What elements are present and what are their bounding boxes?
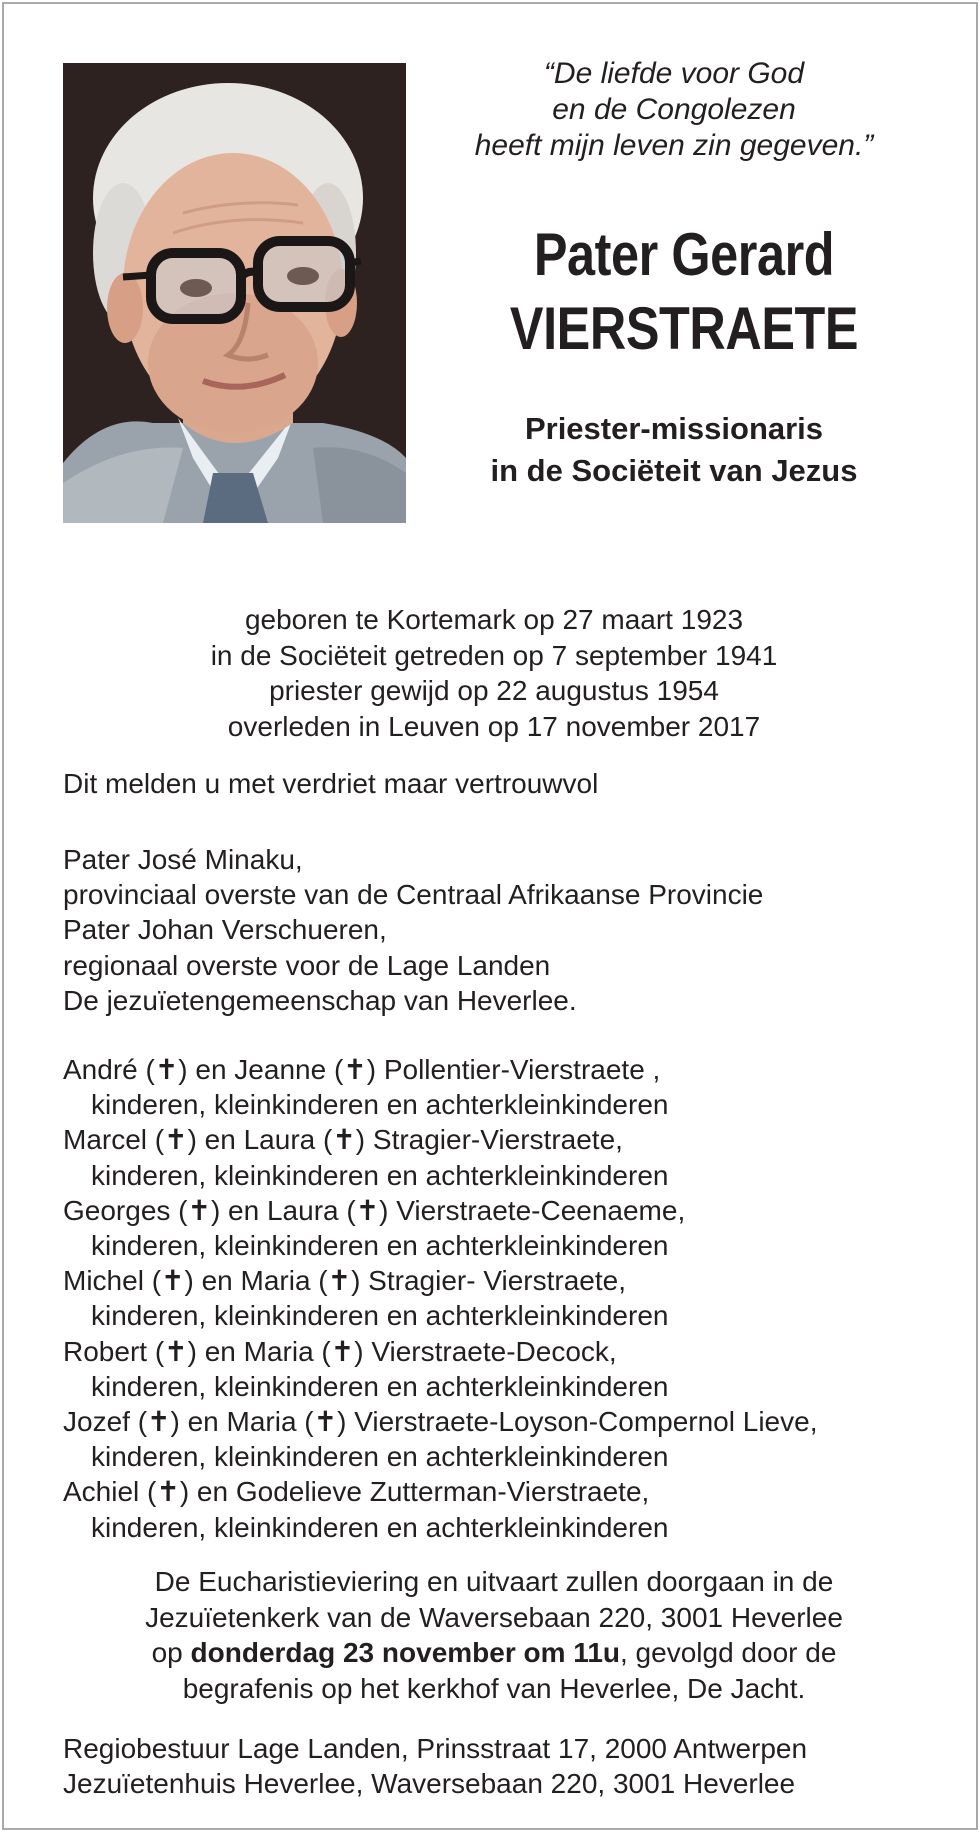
quote-line: “De liefde voor God <box>543 57 805 90</box>
family-descendants: kinderen, kleinkinderen en achterkleinkinderen <box>91 1441 669 1473</box>
signer-line: provinciaal overste van de Centraal Afrikaanse Provincie <box>63 879 764 911</box>
quote-line: en de Congolezen <box>552 93 796 126</box>
family-names: Georges (✝) en Laura (✝) Vierstraete-Ceenaeme, <box>63 1194 686 1226</box>
deceased-role <box>424 408 924 492</box>
life-event: overleden in Leuven op 17 november 2017 <box>227 710 761 742</box>
portrait-photo <box>63 63 406 523</box>
service-line: begrafenis op het kerkhof van Heverlee, De Jacht. <box>182 1672 806 1704</box>
funeral-service-info <box>64 1564 924 1706</box>
signer-line: regionaal overste voor de Lage Landen <box>63 949 551 981</box>
family-names: Robert (✝) en Maria (✝) Vierstraete-Decock, <box>63 1335 617 1367</box>
family-list <box>63 1052 963 1545</box>
family-names: Marcel (✝) en Laura (✝) Stragier-Vierstraete, <box>63 1124 623 1156</box>
family-descendants: kinderen, kleinkinderen en achterkleinkinderen <box>91 1370 669 1402</box>
address-line: Jezuïetenhuis Heverlee, Waversebaan 220, 3001 Heverlee <box>63 1768 796 1800</box>
addresses <box>63 1731 963 1801</box>
family-names: Achiel (✝) en Godelieve Zutterman-Vierstraete, <box>63 1476 650 1508</box>
family-names: Jozef (✝) en Maria (✝) Vierstraete-Loyson-Compernol Lieve, <box>63 1406 818 1438</box>
obituary-card <box>2 2 978 1830</box>
signer-line: Pater José Minaku, <box>63 844 303 875</box>
quote <box>444 56 904 164</box>
service-line-pre: op <box>151 1637 191 1668</box>
signer-line: De jezuïetengemeenschap van Heverlee. <box>63 984 577 1016</box>
life-events <box>94 602 894 744</box>
family-names: Michel (✝) en Maria (✝) Stragier- Vierstraete, <box>63 1265 626 1297</box>
announcement-intro <box>63 766 963 801</box>
service-line: De Eucharistieviering en uitvaart zullen doorgaan in de <box>154 1566 834 1597</box>
service-line <box>64 1635 924 1671</box>
role-line-1: Priester-missionaris <box>524 411 824 446</box>
service-line-post: , gevolgd door de <box>620 1637 837 1668</box>
intro-text: Dit melden u met verdriet maar vertrouwvol <box>63 768 599 799</box>
name-line-2: VIERSTRAETE <box>509 295 859 362</box>
signers-list <box>63 842 963 1018</box>
family-descendants: kinderen, kleinkinderen en achterkleinkinderen <box>91 1230 669 1262</box>
address-line: Regiobestuur Lage Landen, Prinsstraat 17, 2000 Antwerpen <box>63 1733 808 1764</box>
life-event: in de Sociëteit getreden op 7 september 1941 <box>210 639 778 671</box>
life-event: priester gewijd op 22 augustus 1954 <box>269 675 719 706</box>
family-descendants: kinderen, kleinkinderen en achterkleinkinderen <box>91 1511 669 1543</box>
family-names: André (✝) en Jeanne (✝) Pollentier-Vierstraete , <box>63 1054 661 1085</box>
family-descendants: kinderen, kleinkinderen en achterkleinkinderen <box>91 1089 669 1121</box>
name-line-1: Pater Gerard <box>533 221 835 288</box>
role-line-2: in de Sociëteit van Jezus <box>490 453 858 488</box>
family-descendants: kinderen, kleinkinderen en achterkleinkinderen <box>91 1300 669 1332</box>
deceased-name <box>482 218 885 366</box>
family-descendants: kinderen, kleinkinderen en achterkleinkinderen <box>91 1159 669 1191</box>
service-date: donderdag 23 november om 11u <box>190 1637 620 1668</box>
service-line: Jezuïetenkerk van de Waversebaan 220, 3001 Heverlee <box>145 1601 843 1633</box>
portrait-photo-icon <box>63 63 406 523</box>
quote-line: heeft mijn leven zin gegeven.” <box>474 129 874 162</box>
life-event: geboren te Kortemark op 27 maart 1923 <box>244 604 744 635</box>
signer-line: Pater Johan Verschueren, <box>63 914 387 946</box>
